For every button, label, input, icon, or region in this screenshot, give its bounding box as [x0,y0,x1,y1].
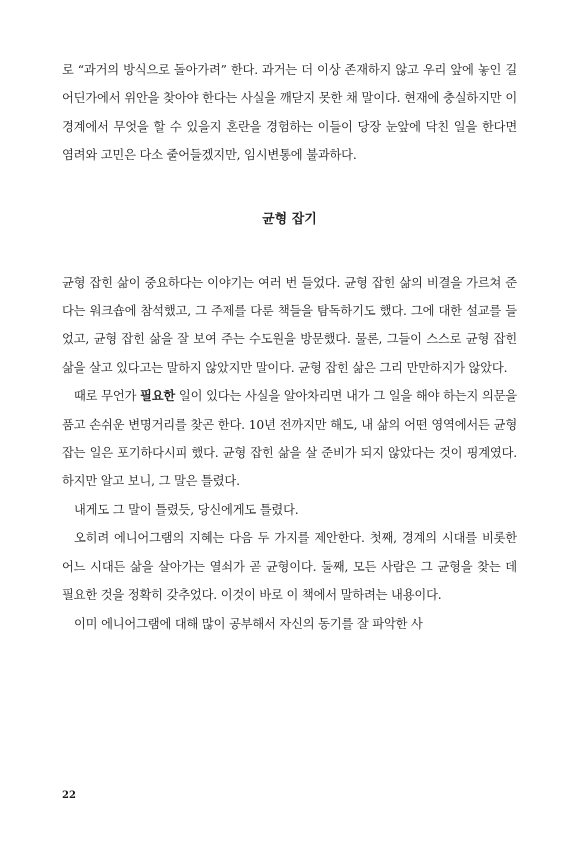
page-body [62,56,517,638]
emphasis-needed: 필요한 [140,388,176,404]
paragraph-excuse [62,382,517,496]
section-heading: 균형 잡기 [262,211,317,227]
paragraph-continuation: 이미 에니어그램에 대해 많이 공부해서 자신의 동기를 잘 파악한 사 [74,616,423,631]
paragraph-balance: 균형 잡힌 삶이 중요하다는 이야기는 여러 번 들었다. 균형 잡힌 삶의 비결을 가르쳐 준다는 워크숍에 참석했고, 그 주제를 다룬 책들을 탐독하기도 했다. 그에 대한 설교를 들었고, 균형 잡힌 삶을 잘 보여 주는 수도원을 방문했다. 물론, 그들이 스스로 균형 잡힌 삶을 살고 있다고는 말하지 않았지만 말이다. 균형 잡힌 삶은 그리 만만하지가 않았다. [62,275,517,375]
page-number: 22 [62,790,76,801]
paragraph-excuse-start: 때로 무언가 [74,389,141,404]
intro-paragraph: 로 “과거의 방식으로 돌아가려” 한다. 과거는 더 이상 존재하지 않고 우리 앞에 놓인 길 어딘가에서 위안을 찾아야 한다는 사실을 깨닫지 못한 채 말이다. 현재에 충실하지만 이 경계에서 무엇을 할 수 있을지 혼란을 경험하는 이들이 당장 눈앞에 닥친 일을 한다면 염려와 고민은 다소 줄어들겠지만, 임시변통에 불과하다. [62,63,517,163]
paragraph-wrong-too: 내게도 그 말이 틀렸듯, 당신에게도 틀렸다. [74,502,299,517]
paragraph-enneagram-wisdom: 오히려 에니어그램의 지혜는 다음 두 가지를 제안한다. 첫째, 경계의 시대를 비롯한 어느 시대든 삶을 살아가는 열쇠가 곧 균형이다. 둘째, 모든 사람은 그 균형을 찾는 데 필요한 것을 정확히 갖추었다. 이것이 바로 이 책에서 말하려는 내용이다. [62,531,517,603]
paragraph-excuse-rest: 일이 있다는 사실을 알아차리면 내가 그 일을 해야 하는지 의문을 품고 손쉬운 변명거리를 찾곤 한다. 10년 전까지만 해도, 내 삶의 어떤 영역에서든 균형 잡는 일은 포기하다시피 했다. 균형 잡힌 삶을 살 준비가 되지 않았다는 것이 핑계였다. 하지만 알고 보니, 그 말은 틀렸다. [62,389,517,489]
